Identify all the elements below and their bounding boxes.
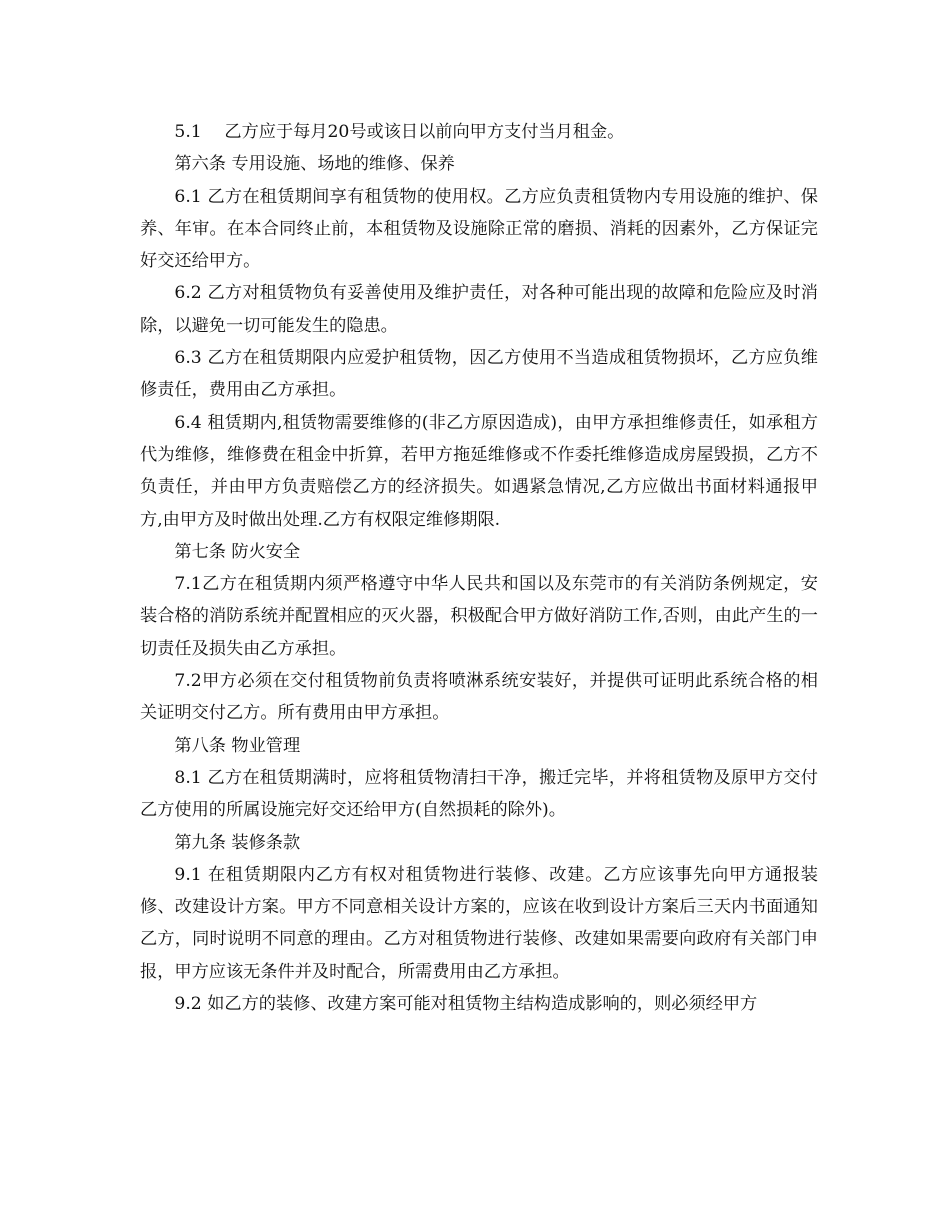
article-6-heading: 第六条 专用设施、场地的维修、保养 xyxy=(174,154,455,175)
article-7-heading: 第七条 防火安全 xyxy=(174,541,301,562)
clause-6-4: 6.4 租赁期内,租赁物需要维修的(非乙方原因造成)，由甲方承担维修责任，如承租方代为维修，维修费在租金中折算，若甲方拖延维修或不作委托维修造成房屋毁损，乙方不负责任，并由甲方负责赔偿乙方的经济损失。如遇紧急情况,乙方应做出书面材料通报甲方,由甲方及时做出处理.乙方有权限定维修期限. xyxy=(140,412,818,530)
article-9-heading: 第九条 装修条款 xyxy=(174,832,301,853)
clause-5-1: 5.1 乙方应于每月20号或该日以前向甲方支付当月租金。 xyxy=(174,122,625,142)
clause-7-1: 7.1乙方在租赁期内须严格遵守中华人民共和国以及东莞市的有关消防条例规定，安装合格的消防系统并配置相应的灭火器，积极配合甲方做好消防工作,否则，由此产生的一切责任及损失由乙方承担。 xyxy=(140,574,818,659)
article-8-heading: 第八条 物业管理 xyxy=(174,735,301,756)
document-page xyxy=(140,116,818,1020)
clause-6-2: 6.2 乙方对租赁物负有妥善使用及维护责任，对各种可能出现的故障和危险应及时消除，以避免一切可能发生的隐患。 xyxy=(140,283,818,336)
clause-9-1: 9.1 在租赁期限内乙方有权对租赁物进行装修、改建。乙方应该事先向甲方通报装修、改建设计方案。甲方不同意相关设计方案的，应该在收到设计方案后三天内书面通知乙方，同时说明不同意的理由。乙方对租赁物进行装修、改建如果需要向政府有关部门申报，甲方应该无条件并及时配合，所需费用由乙方承担。 xyxy=(140,864,818,982)
clause-6-1: 6.1 乙方在租赁期间享有租赁物的使用权。乙方应负责租赁物内专用设施的维护、保养、年审。在本合同终止前，本租赁物及设施除正常的磨损、消耗的因素外，乙方保证完好交还给甲方。 xyxy=(140,186,818,272)
clause-6-3: 6.3 乙方在租赁期限内应爱护租赁物，因乙方使用不当造成租赁物损坏，乙方应负维修责任，费用由乙方承担。 xyxy=(140,348,818,401)
clause-9-2: 9.2 如乙方的装修、改建方案可能对租赁物主结构造成影响的，则必须经甲方 xyxy=(174,994,758,1015)
clause-7-2: 7.2甲方必须在交付租赁物前负责将喷淋系统安装好，并提供可证明此系统合格的相关证明交付乙方。所有费用由甲方承担。 xyxy=(140,671,818,724)
clause-8-1: 8.1 乙方在租赁期满时，应将租赁物清扫干净，搬迁完毕，并将租赁物及原甲方交付乙方使用的所属设施完好交还给甲方(自然损耗的除外)。 xyxy=(140,767,818,821)
